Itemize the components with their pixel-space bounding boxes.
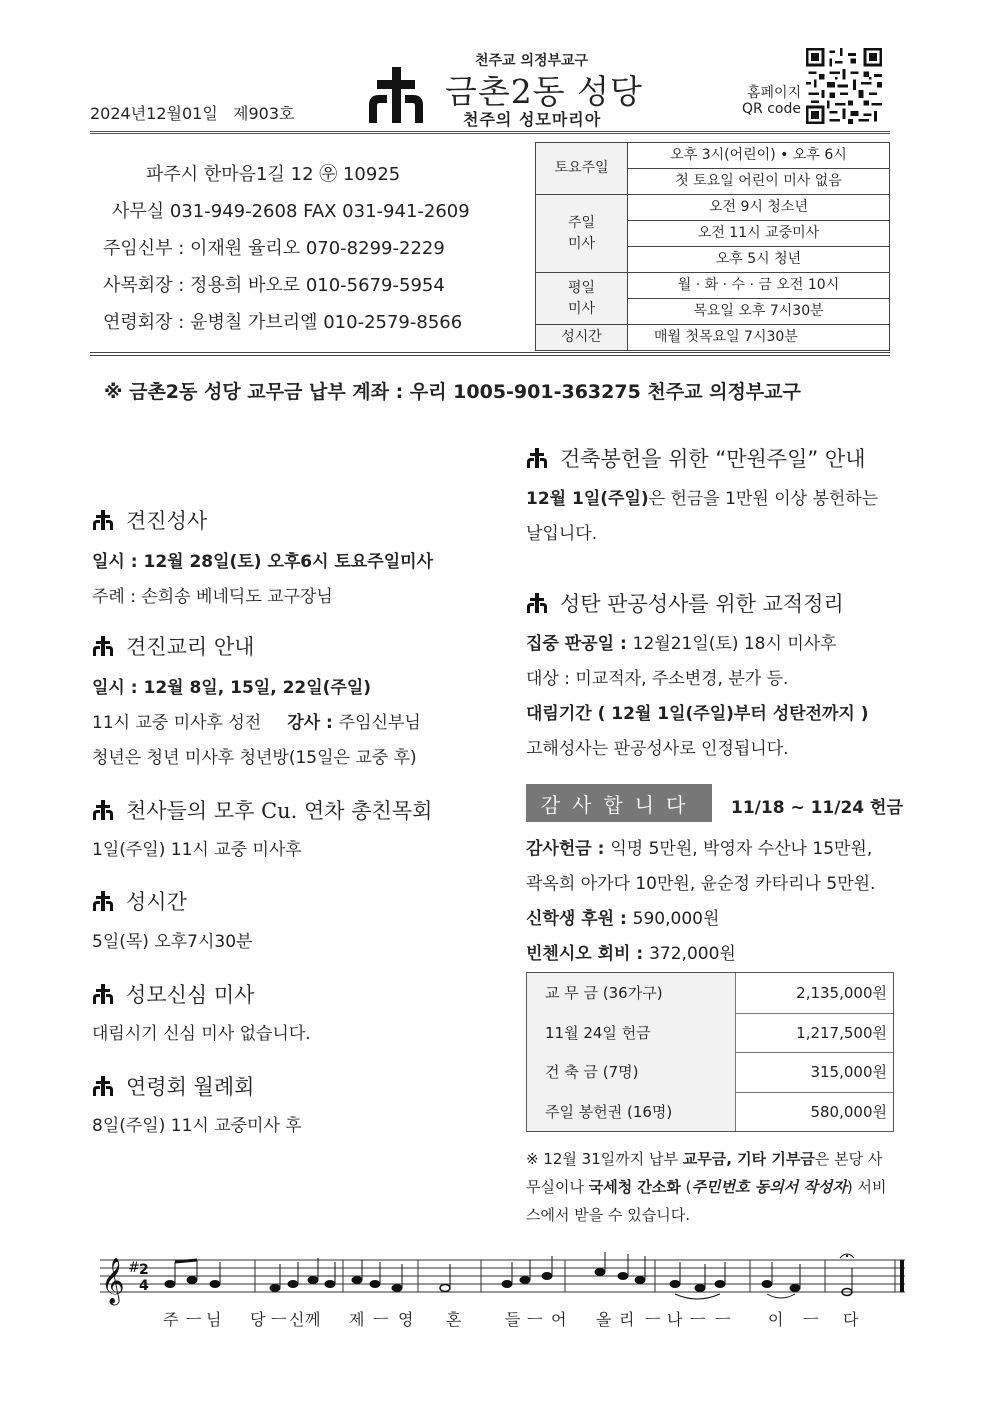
tax-note-2b: 국세청 간소화 [588, 1178, 681, 1196]
hymn-staff [95, 1250, 910, 1310]
census-confession: 고해성사는 판공성사로 인정됩니다. [526, 739, 789, 759]
cross-icon [92, 891, 114, 911]
elders-heading [92, 1071, 254, 1101]
legion-title: 천사들의 모후 Cu. 연차 총친목회 [126, 799, 433, 823]
weekday-label-line2: 미사 [567, 300, 596, 317]
finance-row [527, 973, 893, 1014]
lyric-syllable: 제 [349, 1310, 365, 1329]
priest-contact: 주임신부 : 이재원 율리오 070-8299-2229 [103, 238, 445, 259]
church-logo-icon [365, 65, 427, 125]
lyric-syllable: ㅡ [690, 1310, 706, 1329]
finance-row [527, 1092, 893, 1132]
census-target: 대상 : 미교적자, 주소변경, 분가 등. [526, 669, 789, 689]
thanks-period: 11/18 ~ 11/24 헌금 [731, 798, 903, 818]
legion-time: 1일(주일) 11시 교중 미사후 [92, 840, 302, 860]
tax-note-1c: 은 본당 사 [814, 1150, 883, 1168]
cross-icon [526, 448, 548, 468]
lyric-syllable: ㅡ [645, 1310, 661, 1329]
lyric-syllable: 이 [768, 1310, 784, 1329]
census-day: 12월21일(토) 18시 미사후 [632, 634, 837, 654]
building-text-line2: 날입니다. [526, 524, 598, 544]
confirmation-title: 견진성사 [126, 509, 208, 533]
seminarian-value: 590,000원 [632, 909, 720, 929]
schedule-divider [90, 352, 890, 356]
finance-row [527, 1013, 893, 1054]
thanks-offering-label: 감사헌금 : [526, 839, 611, 859]
svg-text:#: # [128, 1260, 140, 1276]
marian-title: 성모신심 미사 [126, 983, 255, 1007]
confirmation-heading [92, 505, 207, 535]
thanks-offering-line1 [526, 834, 872, 859]
lyric-syllable: 들 [505, 1310, 521, 1329]
finance-value: 1,217,500원 [796, 1023, 887, 1042]
lyric-syllable: ㅡ [803, 1310, 819, 1329]
holyhour-time: 5일(목) 오후7시30분 [92, 932, 253, 952]
catechism-youth: 청년은 청년 미사후 청년방(15일은 교중 후) [92, 748, 417, 768]
cross-icon [92, 510, 114, 530]
lyric-syllable: ㅡ [186, 1310, 202, 1329]
saturday-label: 토요주일 [536, 143, 628, 195]
svg-text:2: 2 [139, 1262, 149, 1278]
weekday-label [536, 273, 628, 325]
tax-note-2c: ( [680, 1178, 692, 1196]
tax-note-line3: 스에서 받을 수 있습니다. [526, 1206, 690, 1224]
sunday-time-1: 오전 9시 청소년 [628, 195, 889, 221]
census-heading [526, 588, 844, 618]
catechism-time-line [92, 708, 421, 733]
sunday-label [536, 195, 628, 273]
sunday-label-line2: 미사 [567, 235, 596, 252]
finance-label: 주일 봉헌권 (16명) [527, 1092, 736, 1132]
tax-note-line1 [526, 1148, 882, 1169]
mass-schedule-table [535, 142, 890, 351]
elders-time: 8일(주일) 11시 교중미사 후 [92, 1116, 302, 1136]
building-title: 건축봉헌을 위한 “만원주일” 안내 [560, 447, 866, 471]
confirmation-date: 12월 28일(토) 오후6시 토요주일미사 [143, 552, 433, 572]
marian-text: 대림시기 신심 미사 없습니다. [92, 1024, 311, 1044]
tax-note-2e: ) 서비 [846, 1178, 887, 1196]
census-title: 성탄 판공성사를 위한 교적정리 [560, 592, 844, 616]
marian-heading [92, 979, 254, 1009]
lyric-syllable: 리 [619, 1310, 635, 1329]
catechism-date-label: 일시 : [92, 678, 144, 698]
finance-value: 580,000원 [810, 1102, 887, 1121]
bank-account-notice: ※ 금촌2동 성당 교무금 납부 계좌 : 우리 1005-901-363275 천주교 의정부교구 [104, 381, 801, 403]
saturday-time-1: 오후 3시(어린이) • 오후 6시 [628, 143, 889, 169]
cross-icon [92, 984, 114, 1004]
seminarian-support-line [526, 904, 719, 929]
finance-label: 교 무 금 (36가구) [527, 973, 736, 1013]
homepage-label: 홈페이지 [747, 85, 802, 101]
catechism-heading [92, 631, 254, 661]
tax-note-1b: 교무금, 기타 기부금 [682, 1150, 815, 1168]
building-date: 12월 1일(주일) [526, 489, 649, 509]
tax-note-1a: ※ 12월 31일까지 납부 [526, 1150, 683, 1168]
tax-note-2a: 무실이나 [526, 1178, 589, 1196]
sunday-label-line1: 주일 [567, 215, 596, 232]
office-phone: 사무실 031-949-2608 FAX 031-941-2609 [112, 201, 470, 222]
tax-note-line2 [526, 1176, 887, 1197]
cross-icon [92, 1076, 114, 1096]
lyric-syllable: ㅡ [715, 1310, 731, 1329]
saturday-time-2: 첫 토요일 어린이 미사 없음 [628, 169, 889, 195]
catechism-date-line [92, 673, 371, 698]
catechism-date: 12월 8일, 15일, 22일(주일) [143, 678, 372, 698]
finance-value: 315,000원 [810, 1063, 887, 1082]
building-heading [526, 443, 866, 473]
holy-hour-label: 성시간 [536, 325, 628, 350]
catechism-teacher: 주임신부님 [338, 713, 421, 733]
thanks-banner: 감사합니다 [526, 784, 712, 822]
elders-chair-contact: 연령회장 : 윤병칠 가브리엘 010-2579-8566 [103, 312, 463, 333]
lyric-syllable: 다 [843, 1310, 859, 1329]
lyric-syllable: 어 [551, 1310, 567, 1329]
finance-table [526, 972, 894, 1132]
qr-label: QR code [742, 101, 801, 117]
issue-number: 제903호 [233, 104, 295, 123]
sunday-time-2: 오전 11시 교중미사 [628, 221, 889, 247]
lyric-syllable: 당 [250, 1310, 266, 1329]
seminarian-label: 신학생 후원 : [526, 909, 633, 929]
catechism-teacher-label: 강사 : [287, 713, 339, 733]
tax-note-2d: 주민번호 동의서 작성자 [691, 1178, 847, 1196]
diocese-name: 천주교 의정부교구 [475, 53, 589, 69]
weekday-label-line1: 평일 [567, 280, 596, 297]
cross-icon [526, 593, 548, 613]
census-period: 대림기간 ( 12월 1일(주일)부터 성탄전까지 ) [526, 704, 869, 724]
lyric-syllable: ㅡ [373, 1310, 389, 1329]
census-day-line [526, 629, 837, 654]
svg-text:𝄞: 𝄞 [101, 1258, 125, 1304]
lyric-syllable: 신 [289, 1310, 305, 1329]
vincent-value: 372,000원 [649, 944, 736, 964]
church-address: 파주시 한마음1길 12 ㉾ 10925 [146, 164, 401, 185]
confirmation-celebrant: 주례 : 손희송 베네딕도 교구장님 [92, 587, 333, 607]
lyric-syllable: 님 [206, 1310, 222, 1329]
lyric-syllable: 올 [596, 1310, 612, 1329]
lyric-syllable: ㅡ [527, 1310, 543, 1329]
pastoral-chair-contact: 사목회장 : 정용희 바오로 010-5679-5954 [103, 275, 445, 296]
lyric-syllable: 혼 [446, 1310, 462, 1329]
vincent-dues-line [526, 939, 736, 964]
lyric-syllable: 영 [398, 1310, 414, 1329]
patron-saint: 천주의 성모마리아 [463, 110, 602, 129]
cross-icon [92, 800, 114, 820]
catechism-time: 11시 교중 미사후 성전 [92, 713, 262, 733]
header-divider [90, 131, 890, 134]
census-day-label: 집중 판공일 : [526, 634, 633, 654]
finance-label: 건 축 금 (7명) [527, 1052, 736, 1092]
weekday-time-2: 목요일 오후 7시30분 [628, 299, 889, 325]
issue-date: 2024년12월01일 [90, 104, 218, 123]
finance-value: 2,135,000원 [796, 984, 887, 1003]
weekday-time-1: 월 · 화 · 수 · 금 오전 10시 [628, 273, 889, 299]
holy-hour-time: 매월 첫목요일 7시30분 [654, 329, 798, 346]
confirmation-date-label: 일시 : [92, 552, 144, 572]
cross-icon [92, 636, 114, 656]
elders-title: 연령회 월례회 [126, 1075, 255, 1099]
holyhour-title: 성시간 [126, 890, 187, 914]
holyhour-heading [92, 886, 187, 916]
sunday-time-3: 오후 5시 청년 [628, 247, 889, 273]
legion-heading [92, 795, 432, 825]
lyric-syllable: 주 [163, 1310, 179, 1329]
church-name: 금촌2동 성당 [445, 72, 643, 111]
thanks-offering-1: 익명 5만원, 박영자 수산나 15만원, [610, 839, 873, 859]
lyric-syllable: ㅡ [271, 1310, 287, 1329]
lyric-syllable: 나 [667, 1310, 683, 1329]
building-text: 은 헌금을 1만원 이상 봉헌하는 [648, 489, 879, 509]
qr-code-icon[interactable] [805, 48, 883, 124]
building-text-line1 [526, 484, 878, 509]
finance-label: 11월 24일 헌금 [527, 1013, 736, 1053]
confirmation-date-line [92, 547, 433, 572]
vincent-label: 빈첸시오 회비 : [526, 944, 650, 964]
finance-row [527, 1052, 893, 1093]
catechism-title: 견진교리 안내 [126, 635, 255, 659]
lyric-syllable: 께 [305, 1310, 321, 1329]
svg-text:4: 4 [139, 1278, 149, 1294]
thanks-offering-line2: 곽옥희 아가다 10만원, 윤순정 카타리나 5만원. [526, 874, 876, 894]
